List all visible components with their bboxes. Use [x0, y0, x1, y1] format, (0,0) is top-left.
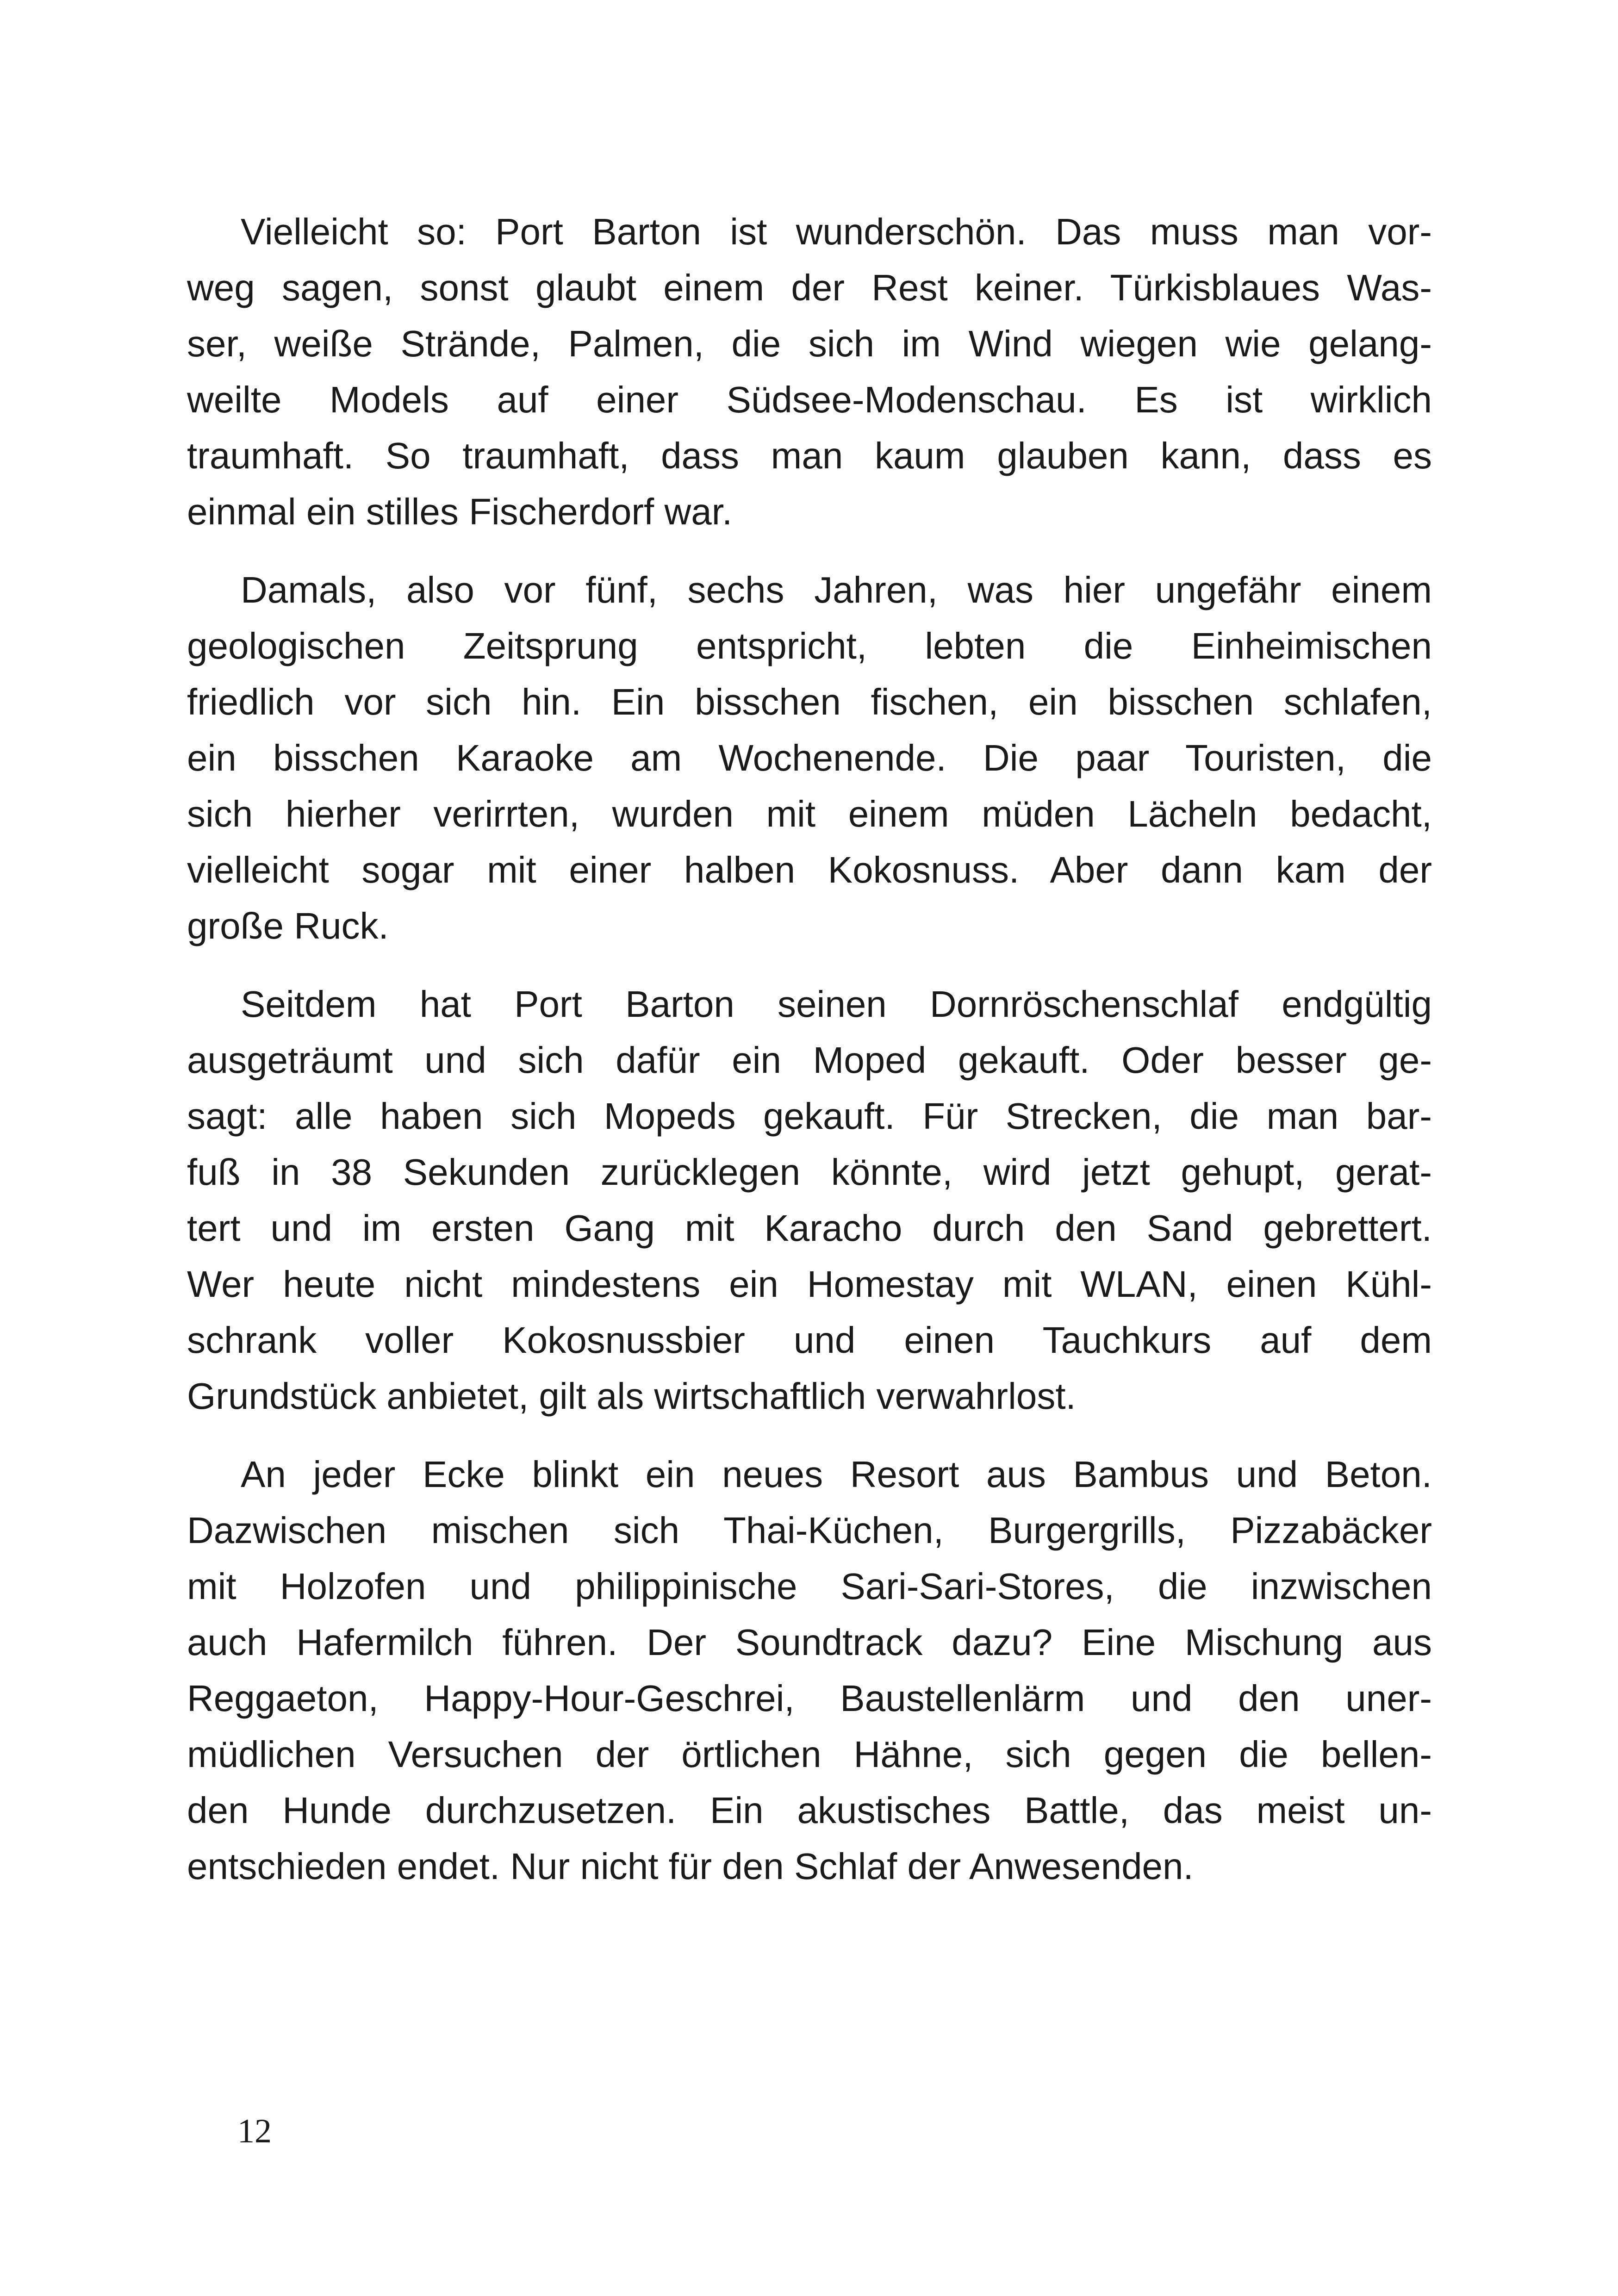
page-number: 12	[237, 2112, 272, 2150]
paragraph-4	[187, 1446, 1432, 1894]
text-line: entschieden endet. Nur nicht für den Schlaf der Anwesenden.	[187, 1846, 1194, 1887]
text-line: weg sagen, sonst glaubt einem der Rest keiner. Türkisblaues Was-	[187, 267, 1432, 308]
text-line: auch Hafermilch führen. Der Soundtrack dazu? Eine Mischung aus	[187, 1622, 1432, 1663]
text-line: sagt: alle haben sich Mopeds gekauft. Für Strecken, die man bar-	[187, 1095, 1432, 1137]
text-line: Seitdem hat Port Barton seinen Dornröschenschlaf endgültig	[241, 983, 1432, 1025]
text-line: tert und im ersten Gang mit Karacho durch den Sand gebrettert.	[187, 1207, 1432, 1249]
text-line: friedlich vor sich hin. Ein bisschen fischen, ein bisschen schlafen,	[187, 681, 1432, 722]
text-line: Dazwischen mischen sich Thai-Küchen, Burgergrills, Pizzabäcker	[187, 1510, 1432, 1551]
text-line: schrank voller Kokosnussbier und einen Tauchkurs auf dem	[187, 1319, 1432, 1361]
text-line: geologischen Zeitsprung entspricht, lebten die Einheimischen	[187, 625, 1432, 666]
text-line: Wer heute nicht mindestens ein Homestay mit WLAN, einen Kühl-	[187, 1263, 1432, 1305]
text-line: ausgeträumt und sich dafür ein Moped gekauft. Oder besser ge-	[187, 1039, 1432, 1081]
text-line: ser, weiße Strände, Palmen, die sich im Wind wiegen wie gelang-	[187, 323, 1432, 364]
text-line: Vielleicht so: Port Barton ist wunderschön. Das muss man vor-	[241, 211, 1432, 252]
text-line: fuß in 38 Sekunden zurücklegen könnte, wird jetzt gehupt, gerat-	[187, 1151, 1432, 1193]
text-line: vielleicht sogar mit einer halben Kokosnuss. Aber dann kam der	[187, 849, 1432, 890]
text-line: sich hierher verirrten, wurden mit einem müden Lächeln bedacht,	[187, 793, 1432, 834]
text-line: den Hunde durchzusetzen. Ein akustisches Battle, das meist un-	[187, 1790, 1432, 1831]
text-line: weilte Models auf einer Südsee-Modenschau. Es ist wirklich	[187, 379, 1432, 420]
paragraph-1	[187, 204, 1432, 540]
text-line: An jeder Ecke blinkt ein neues Resort aus Bambus und Beton.	[241, 1454, 1432, 1495]
text-line: große Ruck.	[187, 905, 389, 946]
paragraph-3	[187, 976, 1432, 1424]
text-line: traumhaft. So traumhaft, dass man kaum glauben kann, dass es	[187, 435, 1432, 476]
text-line: müdlichen Versuchen der örtlichen Hähne, sich gegen die bellen-	[187, 1734, 1432, 1775]
text-line: Reggaeton, Happy-Hour-Geschrei, Baustellenlärm und den uner-	[187, 1678, 1432, 1719]
paragraph-2	[187, 562, 1432, 954]
text-line: einmal ein stilles Fischerdorf war.	[187, 491, 733, 532]
body-text	[187, 204, 1432, 1916]
text-line: mit Holzofen und philippinische Sari-Sari-Stores, die inzwischen	[187, 1566, 1432, 1607]
text-line: Damals, also vor fünf, sechs Jahren, was hier ungefähr einem	[241, 569, 1432, 610]
text-line: Grundstück anbietet, gilt als wirtschaftlich verwahrlost.	[187, 1375, 1076, 1417]
text-line: ein bisschen Karaoke am Wochenende. Die paar Touristen, die	[187, 737, 1432, 778]
